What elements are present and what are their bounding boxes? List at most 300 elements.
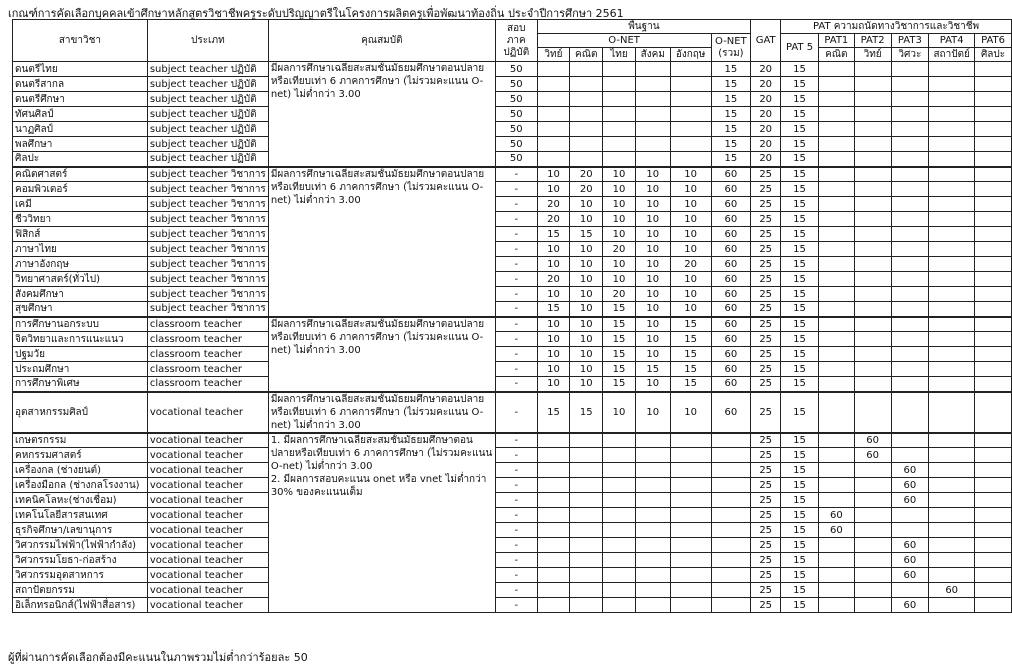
table-row [13, 92, 1012, 107]
score-cell [635, 538, 670, 553]
score-cell [975, 122, 1012, 137]
score-cell: - [495, 583, 537, 598]
score-cell: 10 [537, 242, 570, 257]
score-cell [891, 77, 929, 92]
score-cell [570, 508, 603, 523]
score-cell: 10 [537, 332, 570, 347]
major-cell: สุขศึกษา [13, 302, 148, 317]
type-cell: vocational teacher [147, 493, 268, 508]
score-cell [854, 377, 891, 392]
type-cell: subject teacher ปฏิบัติ [147, 152, 268, 167]
type-cell: vocational teacher [147, 553, 268, 568]
header-pat1-sub: คณิต [818, 48, 854, 62]
score-cell [818, 553, 854, 568]
score-cell [711, 598, 751, 613]
score-cell [635, 448, 670, 463]
score-cell [603, 77, 636, 92]
score-cell: 50 [495, 137, 537, 152]
score-cell [818, 568, 854, 583]
type-cell: subject teacher ปฏิบัติ [147, 77, 268, 92]
score-cell: 15 [781, 568, 819, 583]
score-cell: 10 [570, 332, 603, 347]
score-cell: 10 [603, 272, 636, 287]
score-cell: 25 [751, 478, 781, 493]
score-cell: 60 [854, 448, 891, 463]
score-cell: 25 [751, 538, 781, 553]
score-cell: - [495, 272, 537, 287]
score-cell: 15 [781, 182, 819, 197]
major-cell: อุตสาหกรรมศิลป์ [13, 392, 148, 433]
score-cell: - [495, 362, 537, 377]
score-cell [929, 553, 975, 568]
score-cell: 15 [537, 302, 570, 317]
score-cell: 10 [570, 377, 603, 392]
header-onet-math: คณิต [570, 48, 603, 62]
score-cell: 60 [711, 362, 751, 377]
score-cell [854, 598, 891, 613]
major-cell: ภาษาไทย [13, 242, 148, 257]
score-cell [818, 152, 854, 167]
score-cell [854, 583, 891, 598]
score-cell [603, 538, 636, 553]
score-cell [537, 553, 570, 568]
score-cell [670, 478, 711, 493]
score-cell: 15 [781, 493, 819, 508]
score-cell: 15 [781, 77, 819, 92]
score-cell [975, 598, 1012, 613]
score-cell: 25 [751, 568, 781, 583]
score-cell [854, 538, 891, 553]
score-cell: 10 [570, 317, 603, 332]
score-cell: 15 [711, 152, 751, 167]
score-cell: 15 [711, 122, 751, 137]
score-cell [818, 137, 854, 152]
score-cell [537, 448, 570, 463]
score-cell: 15 [781, 167, 819, 182]
type-cell: subject teacher วิชาการ [147, 302, 268, 317]
score-cell [570, 538, 603, 553]
table-row [13, 392, 1012, 433]
score-cell [891, 257, 929, 272]
score-cell [537, 433, 570, 448]
type-cell: classroom teacher [147, 362, 268, 377]
score-cell [929, 448, 975, 463]
score-cell: - [495, 317, 537, 332]
qualification-cell: มีผลการศึกษาเฉลี่ยสะสมชั้นมัธยมศึกษาตอนปลายหรือเทียบเท่า 6 ภาคการศึกษา (ไม่รวมคะแนน O-net) ไม่ต่ำกว่า 3.00 [268, 167, 495, 317]
score-cell: 10 [537, 167, 570, 182]
score-cell: 15 [781, 347, 819, 362]
score-cell: 25 [751, 317, 781, 332]
score-cell [818, 257, 854, 272]
score-cell [891, 167, 929, 182]
score-cell: 10 [670, 302, 711, 317]
score-cell [818, 107, 854, 122]
score-cell: 25 [751, 448, 781, 463]
score-cell [537, 508, 570, 523]
type-cell: subject teacher วิชาการ [147, 212, 268, 227]
score-cell [818, 302, 854, 317]
score-cell [891, 377, 929, 392]
score-cell [891, 242, 929, 257]
table-row [13, 302, 1012, 317]
major-cell: เกษตรกรรม [13, 433, 148, 448]
score-cell: 60 [711, 227, 751, 242]
score-cell [975, 287, 1012, 302]
score-cell: 10 [670, 392, 711, 433]
major-cell: คอมพิวเตอร์ [13, 182, 148, 197]
score-cell: 60 [711, 257, 751, 272]
score-cell [537, 152, 570, 167]
score-cell [929, 362, 975, 377]
table-row [13, 197, 1012, 212]
score-cell: 10 [537, 182, 570, 197]
score-cell [818, 92, 854, 107]
score-cell: 10 [570, 242, 603, 257]
score-cell: 15 [781, 272, 819, 287]
score-cell [854, 272, 891, 287]
score-cell [818, 242, 854, 257]
score-cell [929, 392, 975, 433]
score-cell: 15 [781, 62, 819, 77]
score-cell [603, 62, 636, 77]
score-cell [670, 92, 711, 107]
score-cell [929, 478, 975, 493]
score-cell [818, 287, 854, 302]
score-cell [570, 92, 603, 107]
score-cell: 15 [781, 257, 819, 272]
score-cell [854, 197, 891, 212]
score-cell [929, 272, 975, 287]
score-cell [670, 152, 711, 167]
score-cell: 15 [603, 377, 636, 392]
score-cell [670, 448, 711, 463]
major-cell: เคมี [13, 197, 148, 212]
score-cell: 15 [781, 553, 819, 568]
score-cell: 25 [751, 302, 781, 317]
type-cell: subject teacher วิชาการ [147, 167, 268, 182]
score-cell [975, 523, 1012, 538]
table-row [13, 433, 1012, 448]
score-cell [975, 242, 1012, 257]
table-row [13, 523, 1012, 538]
major-cell: ดนตรีสากล [13, 77, 148, 92]
score-cell [929, 538, 975, 553]
score-cell: 20 [570, 167, 603, 182]
major-cell: วิศวกรรมไฟฟ้า(ไฟฟ้ากำลัง) [13, 538, 148, 553]
score-cell [854, 167, 891, 182]
score-cell [818, 538, 854, 553]
score-cell [891, 122, 929, 137]
score-cell: 10 [635, 302, 670, 317]
score-cell: 10 [603, 212, 636, 227]
score-cell [818, 448, 854, 463]
score-cell: 15 [603, 302, 636, 317]
score-cell: 60 [929, 583, 975, 598]
score-cell [711, 463, 751, 478]
score-cell [975, 463, 1012, 478]
score-cell: 20 [570, 182, 603, 197]
header-pat2-sub: วิทย์ [854, 48, 891, 62]
score-cell: 60 [711, 182, 751, 197]
score-cell [854, 302, 891, 317]
score-cell: 60 [891, 553, 929, 568]
type-cell: subject teacher ปฏิบัติ [147, 122, 268, 137]
score-cell [711, 523, 751, 538]
score-cell: 15 [570, 392, 603, 433]
type-cell: vocational teacher [147, 568, 268, 583]
score-cell: 25 [751, 242, 781, 257]
score-cell: 60 [711, 242, 751, 257]
score-cell [975, 137, 1012, 152]
score-cell [891, 287, 929, 302]
score-cell: 25 [751, 197, 781, 212]
score-cell [570, 523, 603, 538]
score-cell [818, 493, 854, 508]
score-cell [929, 302, 975, 317]
table-row [13, 62, 1012, 77]
score-cell [818, 392, 854, 433]
score-cell: 25 [751, 257, 781, 272]
table-row [13, 493, 1012, 508]
score-cell: 20 [751, 137, 781, 152]
type-cell: vocational teacher [147, 523, 268, 538]
score-cell [818, 212, 854, 227]
score-cell [570, 478, 603, 493]
score-cell [891, 448, 929, 463]
score-cell: - [495, 493, 537, 508]
score-cell [570, 137, 603, 152]
major-cell: คหกรรมศาสตร์ [13, 448, 148, 463]
score-cell [635, 553, 670, 568]
score-cell [975, 377, 1012, 392]
score-cell [670, 62, 711, 77]
score-cell [891, 583, 929, 598]
score-cell: 10 [537, 317, 570, 332]
score-cell: 10 [570, 302, 603, 317]
major-cell: ทัศนศิลป์ [13, 107, 148, 122]
score-cell [603, 463, 636, 478]
score-cell: 60 [711, 302, 751, 317]
score-cell [929, 287, 975, 302]
major-cell: ปฐมวัย [13, 347, 148, 362]
score-cell: 10 [635, 212, 670, 227]
score-cell [891, 152, 929, 167]
score-cell [975, 347, 1012, 362]
score-cell [711, 568, 751, 583]
table-row [13, 272, 1012, 287]
score-cell: 10 [570, 287, 603, 302]
major-cell: เทคนิคโลหะ(ช่างเชื่อม) [13, 493, 148, 508]
score-cell: 15 [670, 347, 711, 362]
score-cell: - [495, 347, 537, 362]
score-cell [711, 508, 751, 523]
score-cell [929, 463, 975, 478]
type-cell: subject teacher วิชาการ [147, 182, 268, 197]
major-cell: สถาปัตยกรรม [13, 583, 148, 598]
score-cell: 50 [495, 122, 537, 137]
header-pat5: PAT 5 [781, 34, 819, 62]
score-cell [635, 137, 670, 152]
major-cell: การศึกษาพิเศษ [13, 377, 148, 392]
score-cell [603, 107, 636, 122]
score-cell [603, 598, 636, 613]
header-pat3: PAT3 [891, 34, 929, 48]
score-cell [975, 317, 1012, 332]
score-cell [891, 92, 929, 107]
score-cell [670, 137, 711, 152]
score-cell: 15 [781, 242, 819, 257]
score-cell [635, 598, 670, 613]
table-row [13, 182, 1012, 197]
score-cell [929, 508, 975, 523]
header-type: ประเภท [147, 20, 268, 62]
score-cell [929, 182, 975, 197]
score-cell: 15 [781, 478, 819, 493]
score-cell: - [495, 227, 537, 242]
header-pat3-sub: วิศวะ [891, 48, 929, 62]
score-cell: 10 [603, 197, 636, 212]
score-cell: 15 [781, 538, 819, 553]
table-row [13, 77, 1012, 92]
score-cell [818, 317, 854, 332]
score-cell [635, 568, 670, 583]
score-cell [854, 317, 891, 332]
score-cell: 15 [635, 362, 670, 377]
score-cell: 60 [711, 332, 751, 347]
score-cell: 20 [751, 62, 781, 77]
score-cell [570, 463, 603, 478]
score-cell [929, 317, 975, 332]
score-cell: 10 [570, 347, 603, 362]
score-cell [537, 523, 570, 538]
score-cell [537, 538, 570, 553]
score-cell [929, 92, 975, 107]
score-cell: 25 [751, 508, 781, 523]
score-cell [975, 583, 1012, 598]
score-cell: 15 [781, 122, 819, 137]
score-cell [929, 62, 975, 77]
type-cell: subject teacher วิชาการ [147, 242, 268, 257]
type-cell: vocational teacher [147, 598, 268, 613]
type-cell: subject teacher วิชาการ [147, 227, 268, 242]
score-cell [854, 257, 891, 272]
score-cell: 25 [751, 347, 781, 362]
score-cell [537, 122, 570, 137]
score-cell: 15 [711, 77, 751, 92]
major-cell: ดนตรีศึกษา [13, 92, 148, 107]
score-cell: 25 [751, 433, 781, 448]
header-pat1: PAT1 [818, 34, 854, 48]
score-cell [635, 523, 670, 538]
score-cell: - [495, 478, 537, 493]
score-cell: 25 [751, 227, 781, 242]
score-cell [603, 553, 636, 568]
major-cell: ฟิสิกส์ [13, 227, 148, 242]
score-cell: 15 [603, 317, 636, 332]
score-cell [537, 568, 570, 583]
score-cell [854, 122, 891, 137]
score-cell: 15 [781, 332, 819, 347]
table-row [13, 332, 1012, 347]
score-cell: 25 [751, 553, 781, 568]
score-cell [854, 508, 891, 523]
score-cell [975, 508, 1012, 523]
score-cell [670, 583, 711, 598]
score-cell [891, 272, 929, 287]
score-cell [603, 92, 636, 107]
score-cell [975, 272, 1012, 287]
table-row [13, 538, 1012, 553]
score-cell: 50 [495, 152, 537, 167]
major-cell: เครื่องกล (ช่างยนต์) [13, 463, 148, 478]
score-cell: 60 [711, 167, 751, 182]
major-cell: ศิลปะ [13, 152, 148, 167]
score-cell [537, 598, 570, 613]
score-cell [975, 257, 1012, 272]
score-cell: 10 [570, 272, 603, 287]
score-cell: 15 [670, 362, 711, 377]
score-cell [854, 553, 891, 568]
score-cell [711, 478, 751, 493]
score-cell [975, 493, 1012, 508]
score-cell: 15 [781, 598, 819, 613]
score-cell [818, 347, 854, 362]
score-cell [854, 523, 891, 538]
header-qualification: คุณสมบัติ [268, 20, 495, 62]
major-cell: ชีววิทยา [13, 212, 148, 227]
score-cell: 10 [670, 212, 711, 227]
score-cell [854, 463, 891, 478]
major-cell: เครื่องมือกล (ช่างกลโรงงาน) [13, 478, 148, 493]
type-cell: classroom teacher [147, 317, 268, 332]
header-pat4: PAT4 [929, 34, 975, 48]
score-cell [854, 182, 891, 197]
score-cell: 60 [891, 538, 929, 553]
score-cell [670, 463, 711, 478]
score-cell [891, 433, 929, 448]
score-cell: 60 [891, 598, 929, 613]
type-cell: vocational teacher [147, 478, 268, 493]
score-cell [891, 332, 929, 347]
score-cell: - [495, 392, 537, 433]
table-row [13, 317, 1012, 332]
score-cell [929, 137, 975, 152]
score-cell [670, 538, 711, 553]
qualification-cell: มีผลการศึกษาเฉลี่ยสะสมชั้นมัธยมศึกษาตอนปลายหรือเทียบเท่า 6 ภาคการศึกษา (ไม่รวมคะแนน O-net) ไม่ต่ำกว่า 3.00 [268, 317, 495, 392]
score-cell [537, 62, 570, 77]
score-cell: 25 [751, 212, 781, 227]
score-cell: 10 [670, 227, 711, 242]
score-cell [818, 272, 854, 287]
score-cell: - [495, 508, 537, 523]
type-cell: vocational teacher [147, 433, 268, 448]
header-onet-thai: ไทย [603, 48, 636, 62]
score-cell: 20 [751, 107, 781, 122]
score-cell: 10 [670, 287, 711, 302]
score-cell [891, 523, 929, 538]
type-cell: classroom teacher [147, 347, 268, 362]
score-cell [670, 523, 711, 538]
major-cell: วิศวกรรมอุตสาหการ [13, 568, 148, 583]
score-cell [603, 583, 636, 598]
type-cell: vocational teacher [147, 538, 268, 553]
major-cell: การศึกษานอกระบบ [13, 317, 148, 332]
score-cell: 10 [670, 197, 711, 212]
score-cell: - [495, 242, 537, 257]
table-row [13, 568, 1012, 583]
score-cell: 10 [537, 257, 570, 272]
score-cell: 10 [537, 287, 570, 302]
